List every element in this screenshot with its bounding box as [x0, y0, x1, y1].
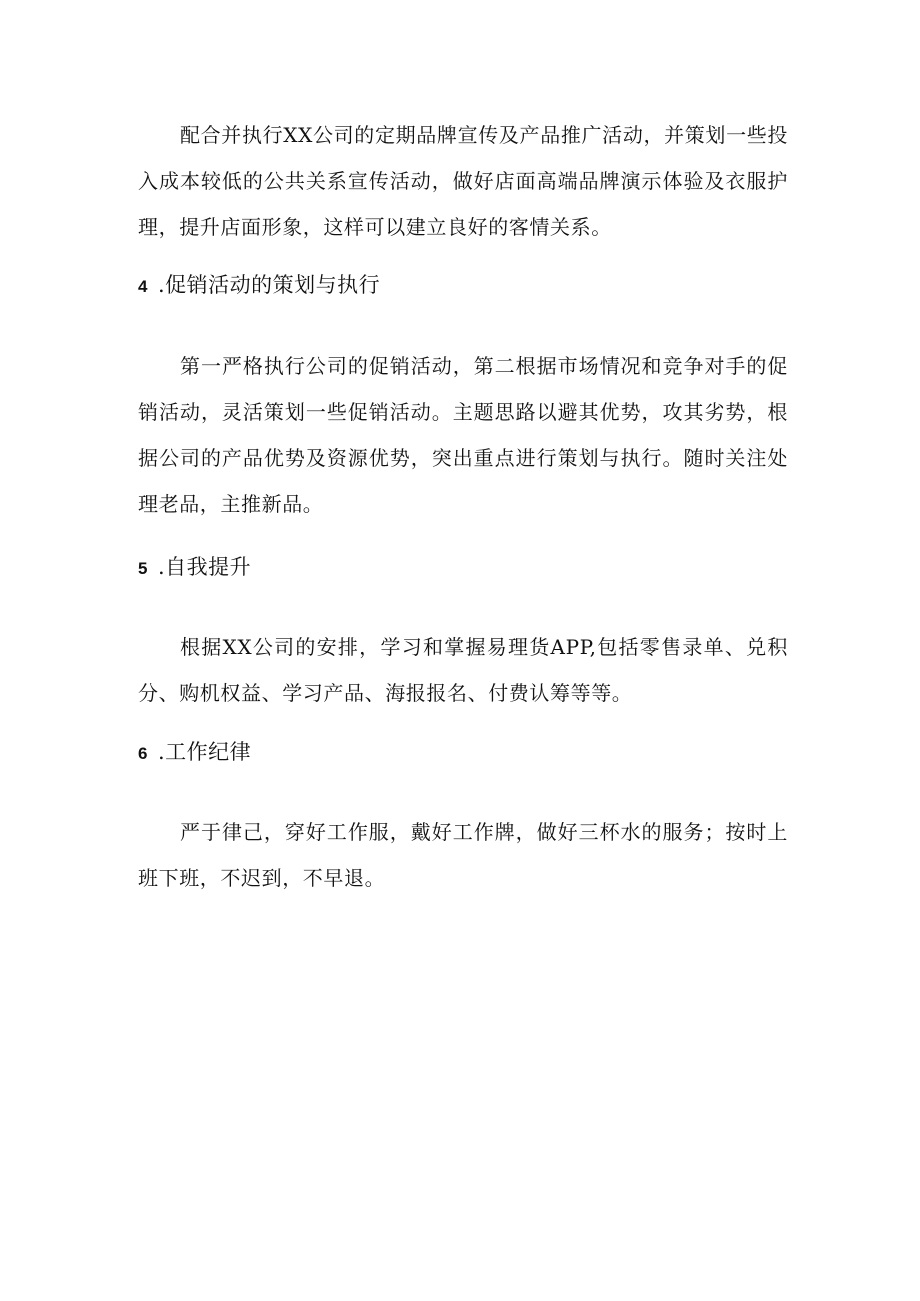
section-heading-promotion-planning [138, 270, 380, 302]
section-title: .工作纪律 [158, 740, 252, 764]
section-number: 5 [138, 559, 148, 578]
section-title: .自我提升 [158, 555, 252, 579]
section-heading-self-improvement [138, 552, 251, 584]
paragraph-promotion-planning: 第一严格执行公司的促销活动，第二根据市场情况和竞争对手的促销活动，灵活策划一些促销活动。主题思路以避其优势，攻其劣势，根据公司的产品优势及资源优势，突出重点进行策划与执行。随时关注处理老品，主推新品。 [138, 354, 788, 516]
paragraph-self-improvement: 根据XX公司的安排，学习和掌握易理货APP,包括零售录单、兑积分、购机权益、学习产品、海报报名、付费认筹等等。 [138, 635, 788, 705]
section-number: 6 [138, 744, 148, 763]
section-number: 4 [138, 277, 148, 296]
section-heading-work-discipline [138, 737, 251, 769]
paragraph-work-discipline: 严于律己，穿好工作服，戴好工作牌，做好三杯水的服务；按时上班下班，不迟到，不早退。 [138, 820, 788, 890]
paragraph-brand-promotion: 配合并执行XX公司的定期品牌宣传及产品推广活动，并策划一些投入成本较低的公共关系宣传活动，做好店面高端品牌演示体验及衣服护理，提升店面形象，这样可以建立良好的客情关系。 [138, 123, 788, 239]
section-title: .促销活动的策划与执行 [158, 273, 381, 297]
